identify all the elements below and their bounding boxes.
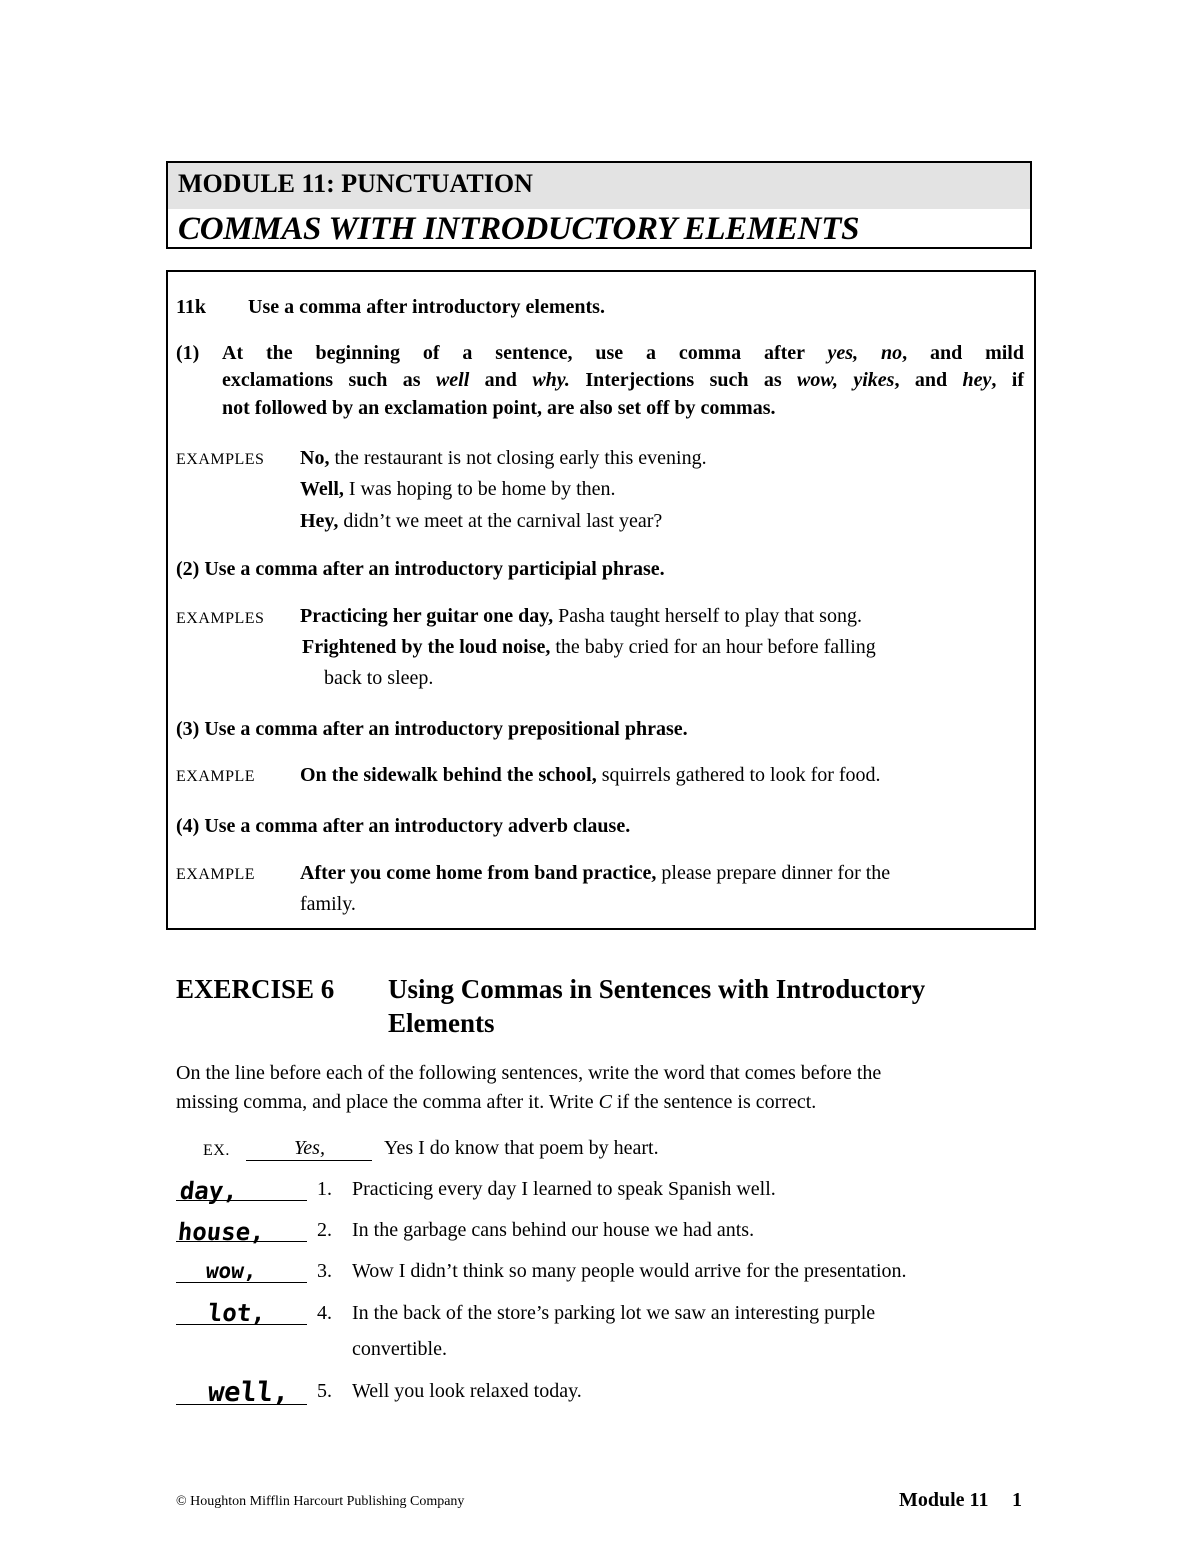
example-sentence: On the sidewalk behind the school, squirrels gathered to look for food. [300, 764, 881, 786]
exercise-label: EXERCISE 6 [176, 974, 335, 1004]
item-sentence: In the back of the store’s parking lot we saw an interesting purple [352, 1302, 876, 1324]
handwritten-answer: lot, [206, 1299, 268, 1327]
instructions-continuation: missing comma, and place the comma after it. Write C if the sentence is correct. [176, 1091, 817, 1113]
part4-heading: (4) Use a comma after an introductory adverb clause. [176, 815, 631, 837]
handwritten-answer: wow, [204, 1259, 258, 1283]
item-number: 5. [317, 1380, 332, 1402]
item-number: 3. [317, 1260, 332, 1282]
page-number: 1 [1012, 1489, 1022, 1511]
example-sentence: Well, I was hoping to be home by then. [300, 478, 616, 500]
handwritten-answer: day, [178, 1177, 240, 1205]
item-number: 1. [317, 1178, 332, 1200]
exercise-title: Using Commas in Sentences with Introductory [388, 974, 926, 1004]
lesson-title: COMMAS WITH INTRODUCTORY ELEMENTS [178, 211, 860, 247]
footer-module: Module 11 [899, 1489, 989, 1511]
example-sentence: No, the restaurant is not closing early this evening. [300, 447, 707, 469]
example-sentence: After you come home from band practice, please prepare dinner for the [300, 862, 891, 884]
item-number: 2. [317, 1219, 332, 1241]
rule-heading: Use a comma after introductory elements. [248, 296, 605, 318]
part3-heading: (3) Use a comma after an introductory prepositional phrase. [176, 718, 688, 740]
item-number: 4. [317, 1302, 332, 1324]
example-sentence-continuation: back to sleep. [324, 667, 434, 689]
part2-heading: (2) Use a comma after an introductory participial phrase. [176, 558, 665, 580]
part1-line1: At the beginning of a sentence, use a comma after yes, no, and mild [222, 342, 1024, 364]
copyright: © Houghton Mifflin Harcourt Publishing Company [176, 1494, 465, 1509]
item-sentence: Practicing every day I learned to speak Spanish well. [352, 1178, 776, 1200]
rule-code: 11k [176, 296, 207, 318]
ex-label: EX. [203, 1142, 230, 1159]
item-sentence: Well you look relaxed today. [352, 1380, 582, 1402]
example-sentence: Practicing her guitar one day, Pasha taught herself to play that song. [300, 605, 862, 627]
example-sentence: Frightened by the loud noise, the baby cried for an hour before falling [302, 636, 876, 658]
part1-line2: exclamations such as well and why. Interjections such as wow, yikes, and hey, if [222, 369, 1024, 391]
example-label: EXAMPLE [176, 866, 256, 883]
example-sentence-continuation: family. [300, 893, 356, 915]
exercise-title-continuation: Elements [388, 1008, 495, 1038]
module-label: MODULE 11: PUNCTUATION [168, 163, 1030, 209]
example-answer: Yes, [294, 1137, 325, 1159]
example-label: EXAMPLE [176, 768, 256, 785]
instructions: On the line before each of the following sentences, write the word that comes before the [176, 1062, 882, 1084]
part1-line3: not followed by an exclamation point, are also set off by commas. [222, 397, 776, 419]
item-sentence-continuation: convertible. [352, 1338, 447, 1360]
module-header [166, 161, 1032, 249]
examples-label: EXAMPLES [176, 451, 265, 468]
handwritten-answer: well, [206, 1377, 291, 1408]
part1-number: (1) [176, 342, 200, 364]
item-sentence: In the garbage cans behind our house we had ants. [352, 1219, 755, 1241]
example-sentence: Hey, didn’t we meet at the carnival last year? [300, 510, 663, 532]
item-sentence: Wow I didn’t think so many people would arrive for the presentation. [352, 1260, 907, 1282]
examples-label: EXAMPLES [176, 610, 265, 627]
handwritten-answer: house, [176, 1218, 267, 1246]
example-sentence: Yes I do know that poem by heart. [384, 1137, 659, 1159]
